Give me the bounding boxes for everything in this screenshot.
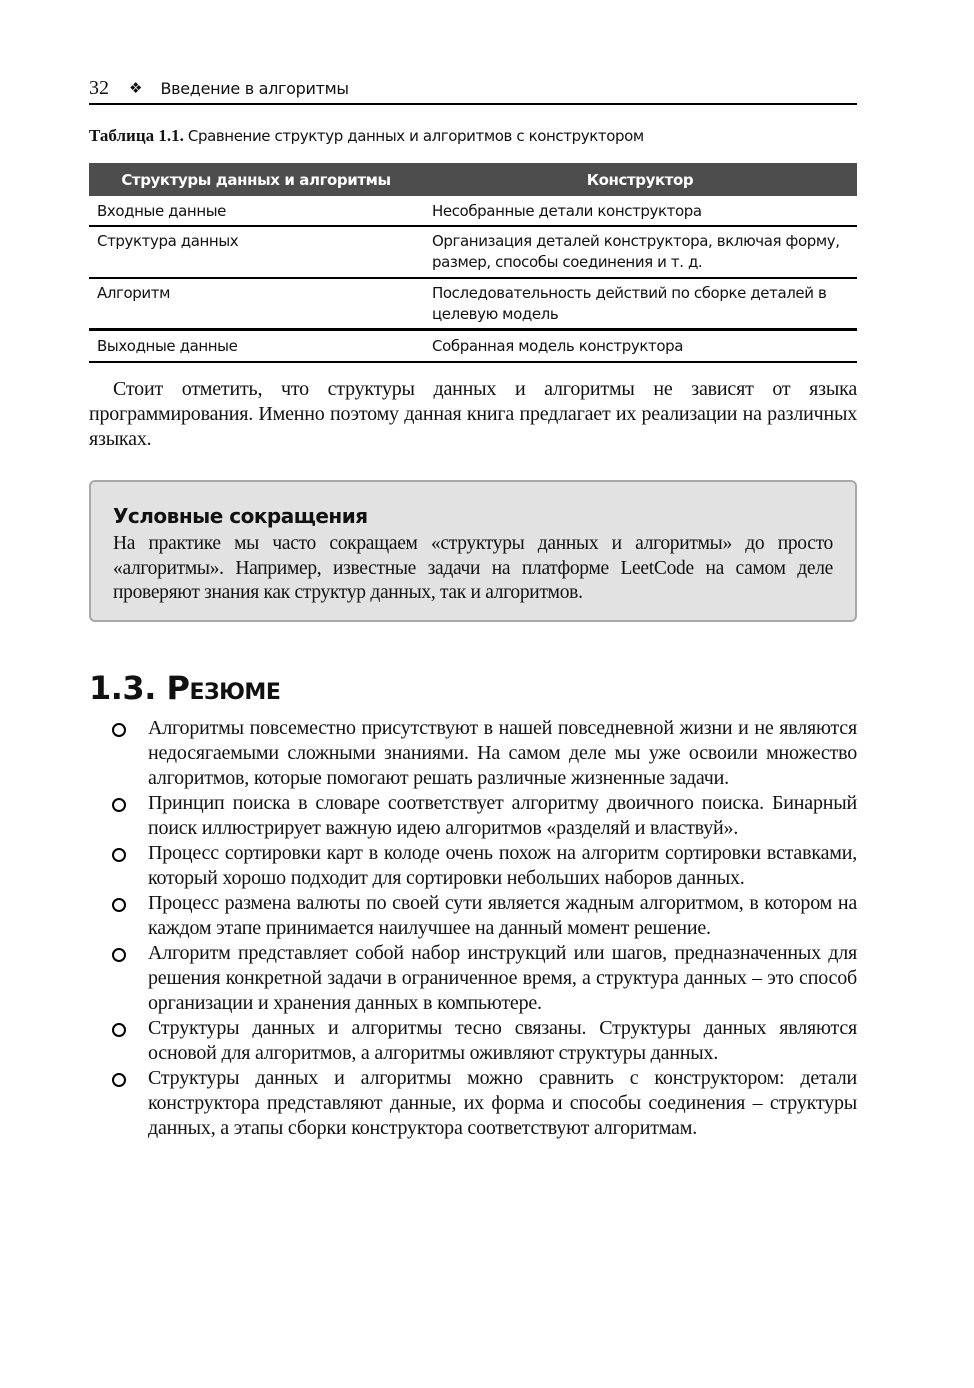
comparison-table [89, 163, 857, 363]
table-cell: Несобранные детали конструктора [432, 202, 702, 220]
running-header [89, 76, 857, 105]
table-cell: Последовательность действий по сборке деталей в целевую модель [432, 284, 827, 323]
table-cell: Организация деталей конструктора, включая форму, размер, способы соединения и т. д. [432, 232, 840, 271]
table-caption [89, 126, 857, 147]
table-cell: Структура данных [97, 232, 239, 250]
table-cell: Выходные данные [97, 337, 238, 355]
table-caption-text: Сравнение структур данных и алгоритмов с конструктором [187, 127, 644, 145]
circle-bullet-icon [112, 848, 126, 862]
section-heading [89, 668, 280, 708]
table-header-cell: Конструктор [586, 170, 694, 189]
body-paragraph: Стоит отметить, что структуры данных и алгоритмы не зависят от языка программирования. Именно поэтому данная книга предлагает их реализации на различных языках. [89, 378, 857, 450]
section-number: 1.3. [89, 669, 156, 707]
summary-list [89, 716, 857, 1141]
table-header-row [89, 163, 857, 196]
table-header-cell: Структуры данных и алгоритмы [121, 170, 391, 189]
note-title: Условные сокращения [113, 504, 368, 528]
list-item-text: Принцип поиска в словаре соответствует алгоритму двоичного поиска. Бинарный поиск иллюстрирует важную идею алгоритмов «разделяй и властвуй». [148, 792, 857, 839]
list-item-text: Процесс размена валюты по своей сути является жадным алгоритмом, в котором на каждом этапе принимается наилучшее на данный момент решение. [148, 892, 857, 939]
list-item [89, 1016, 857, 1066]
circle-bullet-icon [112, 798, 126, 812]
table-row [89, 196, 857, 227]
table-row [89, 331, 857, 363]
list-item [89, 841, 857, 891]
chapter-title: Введение в алгоритмы [160, 79, 349, 98]
list-item [89, 891, 857, 941]
table-cell: Собранная модель конструктора [432, 337, 684, 355]
four-diamond-ornament-icon: ❖ [129, 79, 143, 97]
page-number: 32 [89, 77, 109, 99]
list-item-text: Структуры данных и алгоритмы тесно связаны. Структуры данных являются основой для алгоритмов, а алгоритмы оживляют структуры данных. [148, 1017, 857, 1064]
table-cell: Алгоритм [97, 284, 171, 302]
table-row [89, 279, 857, 331]
list-item [89, 716, 857, 791]
table-cell: Входные данные [97, 202, 227, 220]
list-item [89, 941, 857, 1016]
note-body: На практике мы часто сокращаем «структуры данных и алгоритмы» до просто «алгоритмы». Например, известные задачи на платформе LeetCode на самом деле проверяют знания как структур данных, так и алгоритмов. [113, 533, 833, 603]
table-row [89, 227, 857, 279]
circle-bullet-icon [112, 898, 126, 912]
circle-bullet-icon [112, 1023, 126, 1037]
circle-bullet-icon [112, 948, 126, 962]
section-title: Резюме [166, 669, 281, 707]
note-box [89, 480, 857, 622]
list-item-text: Алгоритм представляет собой набор инструкций или шагов, предназначенных для решения конкретной задачи в ограниченное время, а структура данных – это способ организации и хранения данных в компьютере. [148, 942, 857, 1014]
list-item-text: Структуры данных и алгоритмы можно сравнить с конструктором: детали конструктора представляют данные, их форма и способы соединения – структуры данных, а этапы сборки конструктора соответствуют алгоритмам. [148, 1067, 857, 1139]
table-caption-label: Таблица 1.1. [89, 126, 184, 145]
list-item-text: Процесс сортировки карт в колоде очень похож на алгоритм сортировки вставками, который хорошо подходит для сортировки небольших наборов данных. [148, 842, 857, 889]
circle-bullet-icon [112, 1073, 126, 1087]
list-item [89, 1066, 857, 1141]
list-item [89, 791, 857, 841]
list-item-text: Алгоритмы повсеместно присутствуют в нашей повседневной жизни и не являются недосягаемыми сложными знаниями. На самом деле мы уже освоили множество алгоритмов, которые помогают решать различные жизненные задачи. [148, 717, 857, 789]
circle-bullet-icon [112, 723, 126, 737]
